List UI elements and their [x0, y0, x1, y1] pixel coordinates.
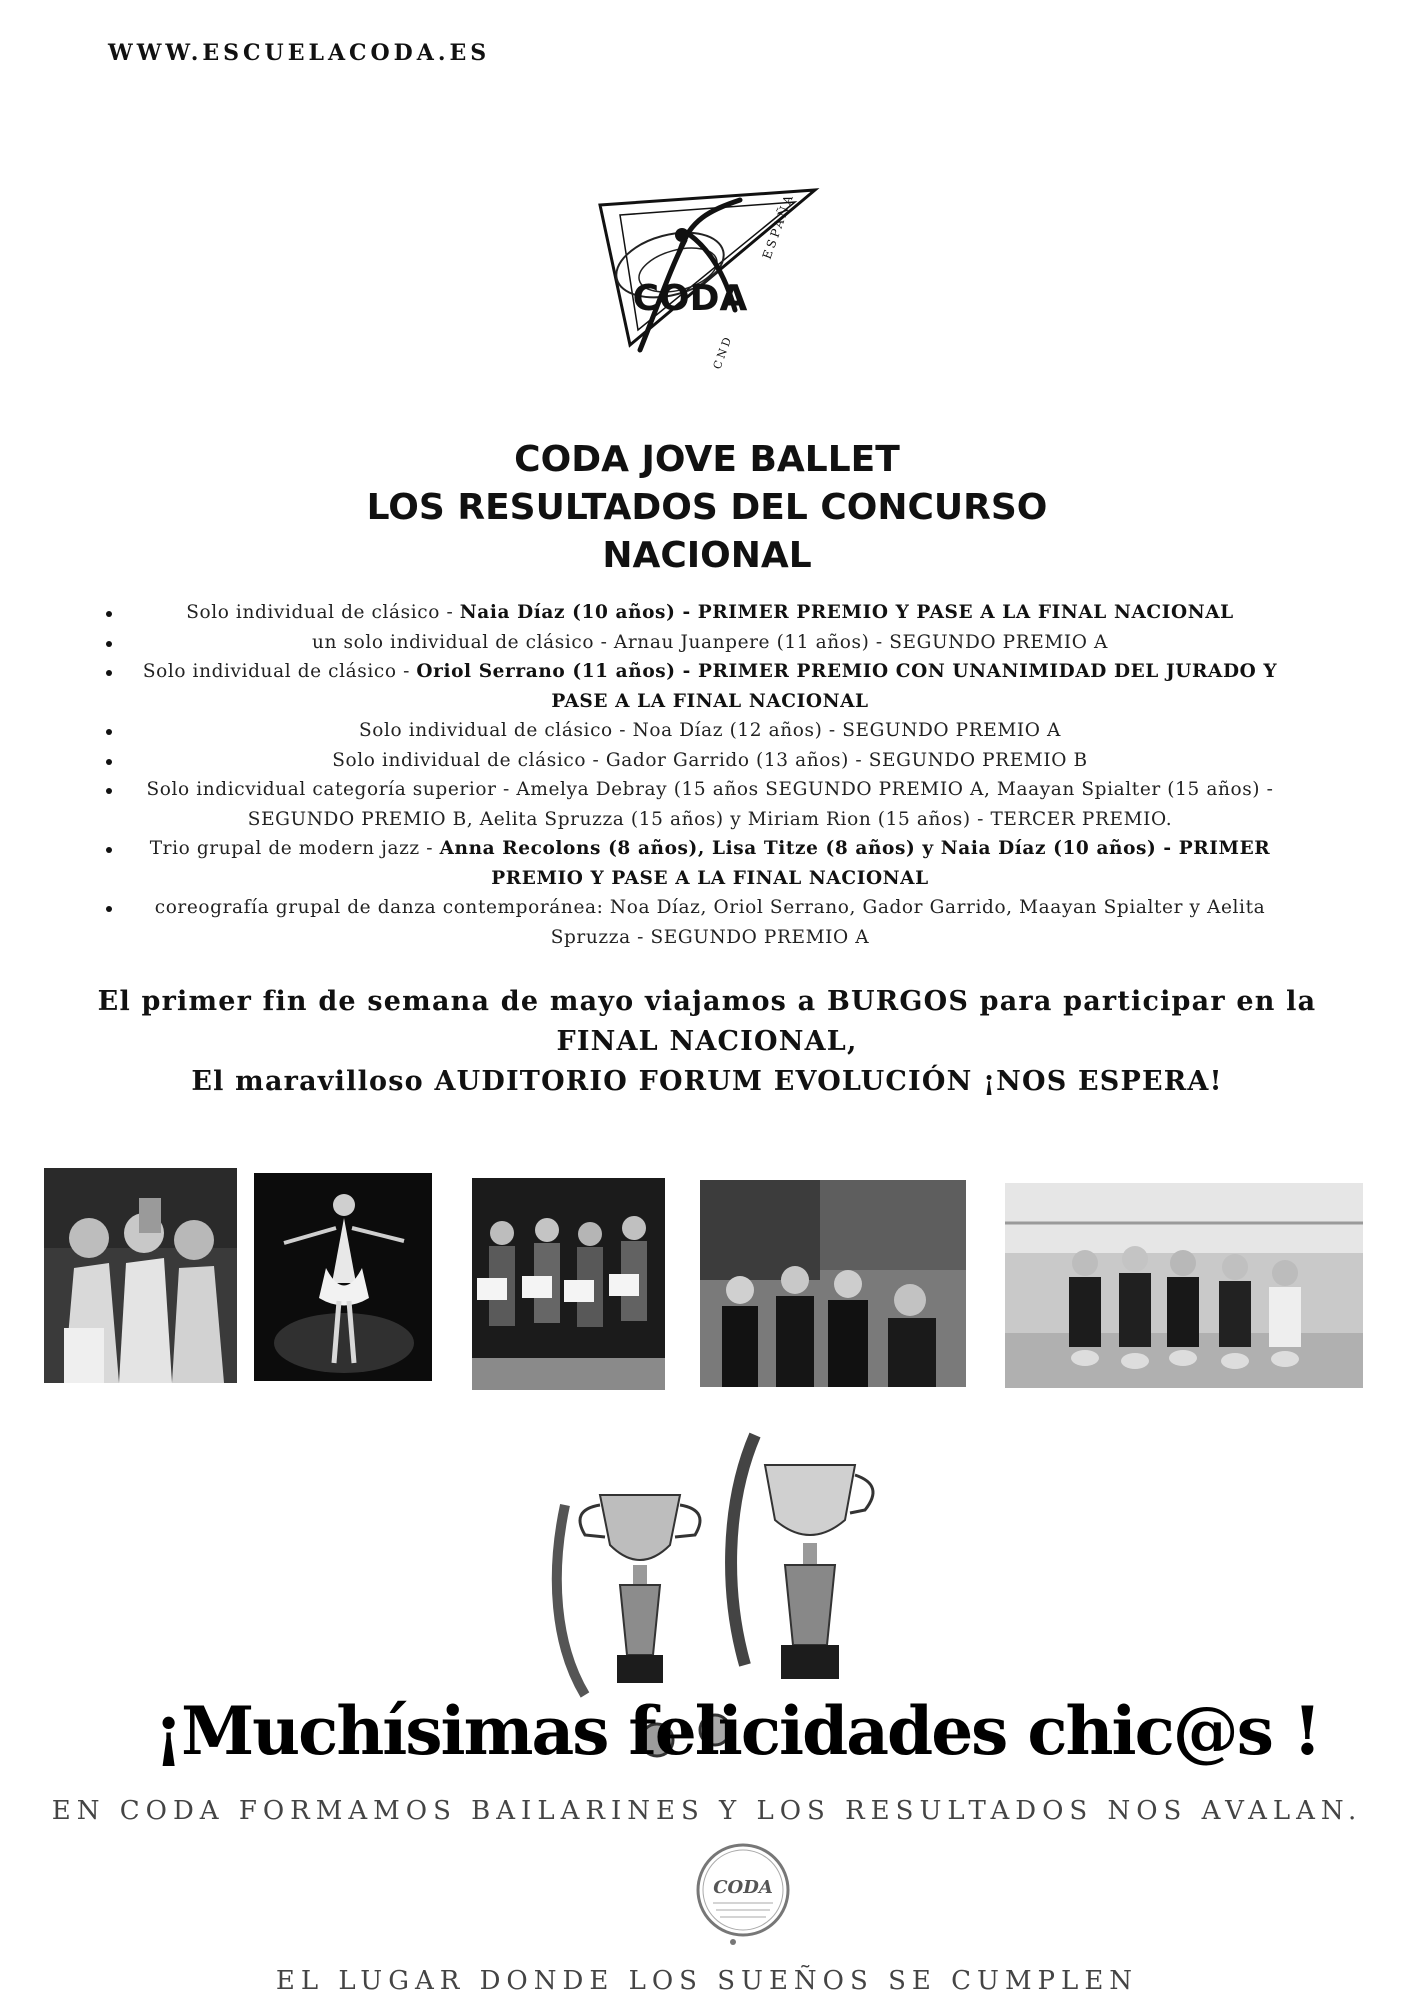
- page-title: [0, 436, 1414, 580]
- title-line-2: LOS RESULTADOS DEL CONCURSO: [366, 487, 1048, 528]
- result-item: coreografía grupal de danza contemporánea: Noa Díaz, Oriol Serrano, Gador Garrido, Maayan Spialter y Aelita Spruzza - SEGUNDO PREMIO A: [120, 893, 1300, 952]
- photo-trophy-girls: [44, 1168, 237, 1383]
- result-item: Solo individual de clásico - Naia Díaz (10 años) - PRIMER PREMIO Y PASE A LA FINAL NACIONAL: [120, 598, 1300, 628]
- result-item: Solo individual de clásico - Noa Díaz (12 años) - SEGUNDO PREMIO A: [120, 716, 1300, 746]
- result-item: Solo indicvidual categoría superior - Amelya Debray (15 años SEGUNDO PREMIO A, Maayan Spialter (15 años) - SEGUNDO PREMIO B, Aelita Spruzza (15 años) y Miriam Rion (15 años) - TERCER PREMIO.: [120, 775, 1300, 834]
- announcement-line-2: FINAL NACIONAL,: [556, 1026, 858, 1057]
- result-item: Trio grupal de modern jazz - Anna Recolons (8 años), Lisa Titze (8 años) y Naia Díaz (10 años) - PRIMER PREMIO Y PASE A LA FINAL NACIONAL: [120, 834, 1300, 893]
- photo-group-indoor: [700, 1180, 966, 1387]
- footer-slogan: EL LUGAR DONDE LOS SUEÑOS SE CUMPLEN: [275, 1966, 1139, 1996]
- announcement-line-1: El primer fin de semana de mayo viajamos a BURGOS para participar en la: [97, 986, 1317, 1017]
- tagline: EN CODA FORMAMOS BAILARINES Y LOS RESULTADOS NOS AVALAN.: [51, 1796, 1363, 1826]
- title-line-3: NACIONAL: [602, 535, 812, 576]
- photo-studio-floor: [1005, 1183, 1363, 1388]
- announcement-line-3: El maravilloso AUDITORIO FORUM EVOLUCIÓN ¡NOS ESPERA!: [191, 1066, 1223, 1097]
- result-item: Solo individual de clásico - Oriol Serrano (11 años) - PRIMER PREMIO CON UNANIMIDAD DEL JURADO Y PASE A LA FINAL NACIONAL: [120, 657, 1300, 716]
- website-url[interactable]: WWW.ESCUELACODA.ES: [108, 40, 491, 66]
- results-list: [120, 598, 1300, 952]
- title-line-1: CODA JOVE BALLET: [514, 439, 900, 480]
- coda-logo: [590, 180, 820, 380]
- final-announcement: [60, 982, 1354, 1102]
- seal-text: CODA: [713, 1877, 773, 1898]
- photo-diploma-group: [472, 1178, 665, 1390]
- logo-side-text: ESPAÑA: [759, 190, 797, 262]
- coda-seal: [688, 1838, 798, 1948]
- logo-bottom-text: CND: [710, 332, 736, 372]
- result-item: Solo individual de clásico - Gador Garrido (13 años) - SEGUNDO PREMIO B: [120, 746, 1300, 776]
- result-item: un solo individual de clásico - Arnau Juanpere (11 años) - SEGUNDO PREMIO A: [120, 628, 1300, 658]
- logo-wordmark: CODA: [632, 278, 748, 319]
- congratulations-heading: ¡Muchísimas felicidades chic@s !: [154, 1692, 1320, 1770]
- photo-solo-dancer: [254, 1173, 432, 1381]
